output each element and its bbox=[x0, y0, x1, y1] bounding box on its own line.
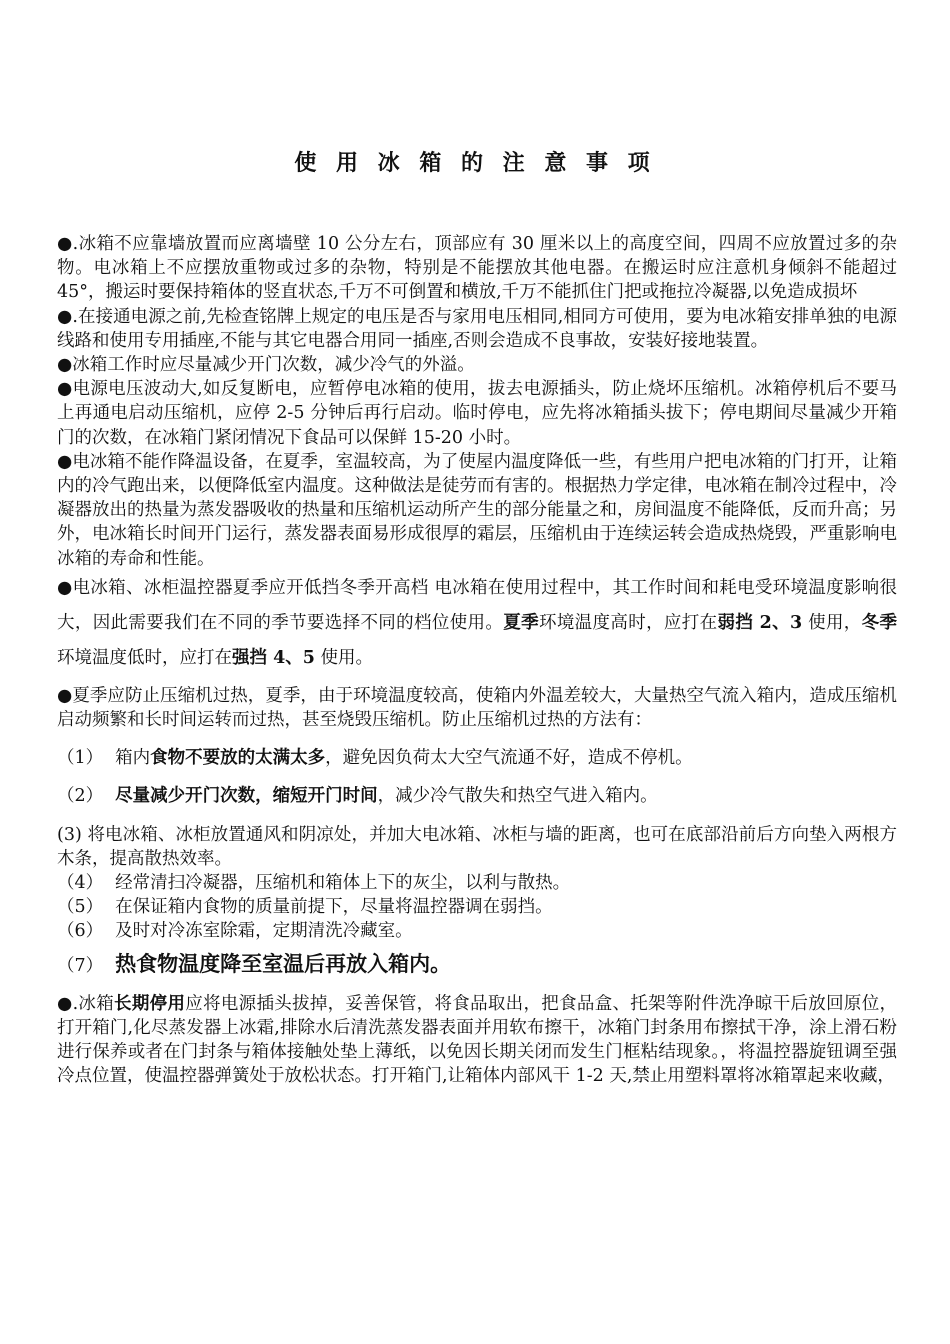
paragraph-thermostat bbox=[57, 571, 897, 676]
storage-text-c: 应将电源插头拔掉，妥善保管，将食品取出，把食品盒、托架等附件洗净晾干后放回原位，打开箱门,化尽蒸发器上冰霜,排除水后清洗蒸发器表面并用软布擦干，冰箱门封条用布擦拭干净，涂上滑石粉进行保养或者在门封条与箱体接触处垫上薄纸，以免因长期关闭而发生门框粘结现象。，将温控器旋钮调至强冷点位置，使温控器弹簧处于放松状态。打开箱门,让箱体内部风干 1-2 天,禁止用塑料罩将冰箱罩起来收藏， bbox=[57, 993, 898, 1087]
paragraph-compressor-overheat: ●夏季应防止压缩机过热，夏季，由于环境温度较高，使箱内外温差较大，大量热空气流入箱内，造成压缩机启动频繁和长时间运转而过热，甚至烧毁压缩机。防止压缩机过热的方法有： bbox=[57, 685, 897, 731]
paragraph-power: ●.在接通电源之前,先检查铭牌上规定的电压是否与家用电压相同,相同方可使用，要为电冰箱安排单独的电源线路和使用专用插座,不能与其它电器合用同一插座,否则会造成不良事故，安装好接地装置。 bbox=[57, 306, 897, 351]
list-item-6 bbox=[57, 919, 897, 943]
paragraph-voltage: ●电源电压波动大,如反复断电，应暂停电冰箱的使用，拔去电源插头，防止烧坏压缩机。冰箱停机后不要马上再通电启动压缩机，应停 2-5 分钟后再行启动。临时停电，应先将冰箱插头拔下；停电期间尽量减少开箱门的次数，在冰箱门紧闭情况下食品可以保鲜 15-20 小时。 bbox=[57, 379, 897, 448]
storage-emphasis: 长期停用 bbox=[114, 993, 186, 1014]
list-text: 箱内 bbox=[115, 748, 151, 769]
list-text: 及时对冷冻室除霜，定期清洗冷藏室。 bbox=[115, 921, 413, 942]
list-emphasis: 食物不要放的太满太多 bbox=[150, 748, 326, 769]
thermostat-summer: 夏季 bbox=[503, 612, 539, 633]
paragraph-door-opening: ●冰箱工作时应尽量减少开门次数，减少冷气的外溢。 bbox=[57, 355, 475, 376]
thermostat-text-f: 使用。 bbox=[314, 647, 374, 668]
list-number: （5） bbox=[57, 897, 104, 918]
document-body bbox=[57, 232, 897, 1089]
list-text: 经常清扫冷凝器，压缩机和箱体上下的灰尘，以利与散热。 bbox=[115, 873, 571, 894]
paragraph-long-term-storage bbox=[57, 992, 897, 1089]
thermostat-winter: 冬季 bbox=[861, 612, 898, 633]
list-number: （6） bbox=[57, 921, 104, 942]
list-item-7 bbox=[57, 952, 897, 978]
paragraph-not-cooling-device: ●电冰箱不能作降温设备，在夏季，室温较高，为了使屋内温度降低一些，有些用户把电冰箱的门打开，让箱内的冷气跑出来，以便降低室内温度。这种做法是徒劳而有害的。根据热力学定律，电冰箱在制冷过程中，冷凝器放出的热量为蒸发器吸收的热量和压缩机运动所产生的部分能量之和，房间温度不能降低，反而升高；另外，电冰箱长时间开门运行，蒸发器表面易形成很厚的霜层，压缩机由于连续运转会造成热烧毁，严重影响电冰箱的寿命和性能。 bbox=[57, 451, 897, 569]
thermostat-text-c: 环境温度高时，应打在 bbox=[538, 612, 718, 633]
list-number: （1） bbox=[57, 748, 104, 769]
list-number: （2） bbox=[57, 786, 104, 807]
thermostat-text-a: ●电冰箱、冰柜温控器夏季应开低挡冬季开高档 电冰箱在使用过程中，其工作时间和耗电受环境温度影响很大，因此需要我们在不同的季节要选择不同的档位使用。 bbox=[57, 577, 897, 633]
thermostat-text-d: 使用， bbox=[802, 612, 862, 633]
list-number: （7） bbox=[57, 955, 104, 976]
list-text: ，避免因负荷太大空气流通不好，造成不停机。 bbox=[325, 748, 693, 769]
thermostat-text-e: 环境温度低时，应打在 bbox=[57, 647, 232, 668]
list-emphasis: 尽量减少开门次数，缩短开门时间 bbox=[115, 786, 378, 807]
thermostat-strong-setting: 强挡 4、5 bbox=[232, 647, 315, 668]
list-emphasis: 热食物温度降至室温后再放入箱内。 bbox=[115, 950, 452, 976]
list-text: 在保证箱内食物的质量前提下，尽量将温控器调在弱挡。 bbox=[115, 897, 553, 918]
list-item-4 bbox=[57, 871, 897, 895]
list-text: ，减少冷气散失和热空气进入箱内。 bbox=[377, 786, 658, 807]
storage-text-a: ●.冰箱 bbox=[57, 993, 115, 1014]
list-number: （4） bbox=[57, 873, 104, 894]
paragraph-placement: ●.冰箱不应靠墙放置而应离墙壁 10 公分左右，顶部应有 30 厘米以上的高度空间，四周不应放置过多的杂物。电冰箱上不应摆放重物或过多的杂物，特别是不能摆放其他电器。在搬运时应注意机身倾斜不能超过 45°，搬运时要保持箱体的竖直状态,千万不可倒置和横放,千万不能抓住门把或拖拉冷凝器,以免造成损坏 bbox=[57, 234, 897, 303]
list-item-1 bbox=[57, 746, 897, 770]
list-item-2 bbox=[57, 784, 897, 808]
page-title: 使 用 冰 箱 的 注 意 事 项 bbox=[294, 151, 656, 176]
list-item-3: (3) 将电冰箱、冰柜放置通风和阴凉处，并加大电冰箱、冰柜与墙的距离，也可在底部沿前后方向垫入两根方木条，提高散热效率。 bbox=[57, 824, 897, 869]
list-item-5 bbox=[57, 895, 897, 919]
thermostat-weak-setting: 弱挡 2、3 bbox=[717, 612, 803, 633]
